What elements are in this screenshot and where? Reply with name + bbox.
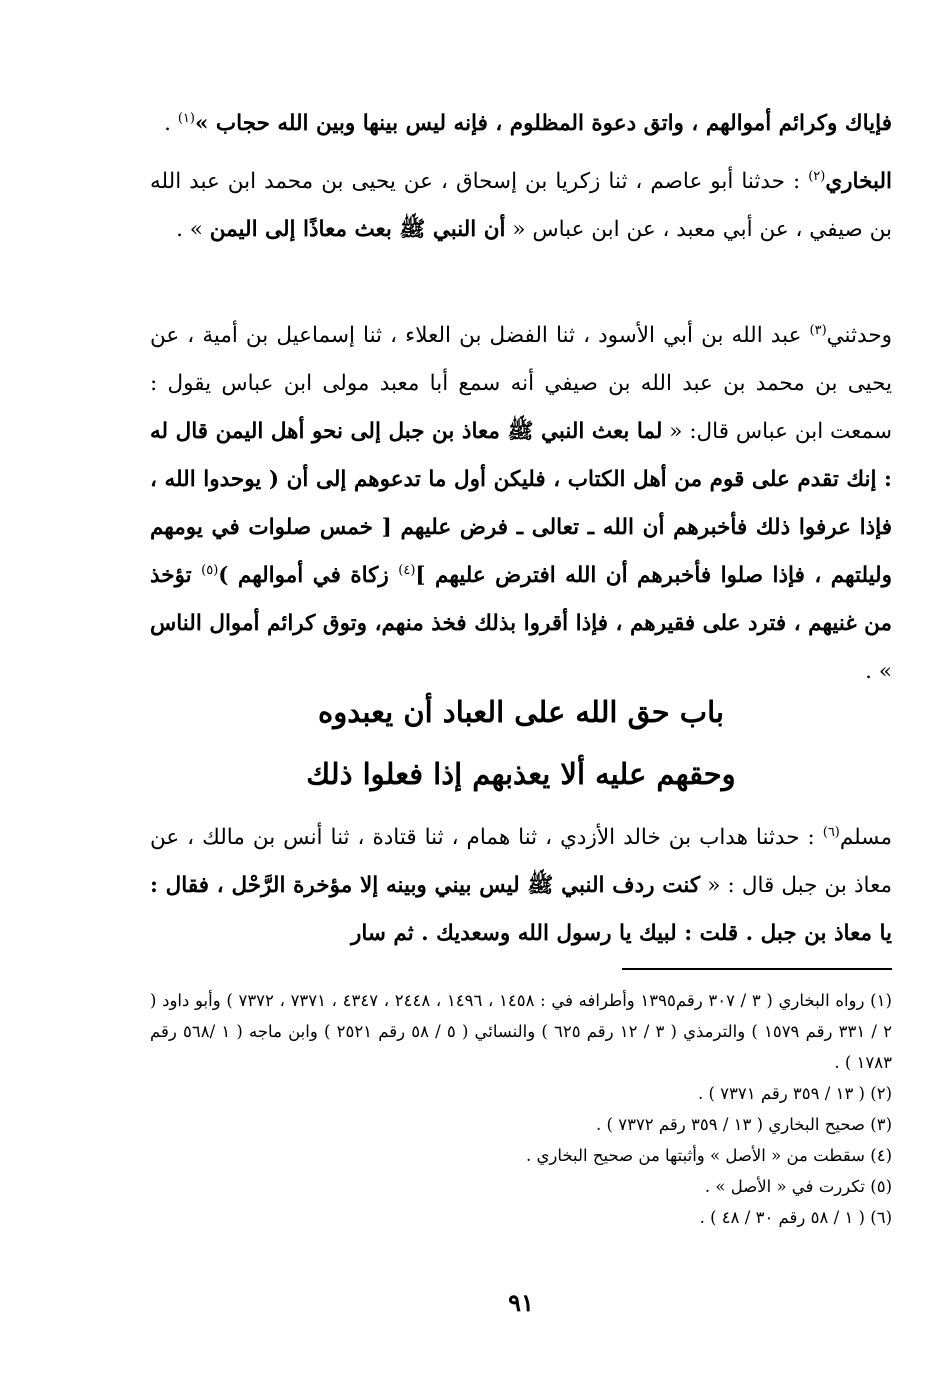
isnad-text: : حدثنا أبو عاصم ، ثنا زكريا بن إسحاق ، عن يحيى بن محمد ابن عبد الله بن صيفي ، عن أبي معبد ، عن ابن عباس «	[150, 169, 892, 242]
footnote-separator	[622, 968, 892, 970]
footnote-ref-5: (٥)	[201, 562, 219, 578]
hadith-text: كنت ردف النبي ﷺ ليس بيني وبينه إلا مؤخرة الرَّحْل ، فقال : يا معاذ بن جبل . قلت : لبيك يا رسول الله وسعديك . ثم سار	[150, 873, 892, 946]
footnote-2: (٢) ( ١٣ / ٣٥٩ رقم ٧٣٧١ ) .	[697, 1084, 892, 1103]
footnote-5: (٥) تكررت في « الأصل » .	[704, 1177, 892, 1196]
footnote-ref-4: (٤)	[398, 562, 416, 578]
hadith-text: فإياك وكرائم أموالهم ، واتق دعوة المظلوم ، فإنه ليس بينها وبين الله حجاب »	[194, 111, 892, 136]
source-name: مسلم	[839, 825, 892, 850]
footnote-6: (٦) ( ١ / ٥٨ رقم ٣٠ / ٤٨ ) .	[699, 1208, 892, 1227]
paragraph-2	[150, 158, 892, 254]
isnad-text: : حدثنا هداب بن خالد الأزدي ، ثنا همام ، ثنا قتادة ، ثنا أنس بن مالك ، عن معاذ بن جبل قال : «	[150, 825, 892, 898]
chapter-heading-line-2: وحقهم عليه ألا يعذبهم إذا فعلوا ذلك	[306, 757, 736, 791]
footnote-ref-2: (٢)	[808, 168, 826, 184]
paragraph-3	[150, 312, 892, 696]
hadith-text: أن النبي ﷺ بعث معاذًا إلى اليمن	[209, 217, 506, 242]
source-name: البخاري	[825, 169, 892, 194]
book-page	[150, 0, 892, 1375]
paragraph-4	[150, 814, 892, 958]
footnote-ref-3: (٣)	[809, 322, 827, 338]
isnad-lead: وحدثني	[826, 323, 892, 348]
footnotes	[150, 985, 892, 1233]
hadith-text-2: زكاة في أموالهم )	[218, 563, 399, 588]
hadith-text-3: تؤخذ من غنيهم ، فترد على فقيرهم ، فإذا أقروا بذلك فخذ منهم، وتوق كرائم أموال الناس	[150, 563, 892, 636]
hadith-text: لما بعث النبي ﷺ معاذ بن جبل إلى نحو أهل اليمن قال له : إنك تقدم على قوم من أهل الكتاب ، فليكن أول ما تدعوهم إلى أن ( يوحدوا الله ، فإذا عرفوا ذلك فأخبرهم أن الله ـ تعالى ـ فرض عليهم [ خمس صلوات في يومهم وليلتهم ، فإذا صلوا فأخبرهم أن الله افترض عليهم ]	[150, 419, 892, 588]
footnote-4: (٤) سقطت من « الأصل » وأثبتها من صحيح البخاري .	[525, 1146, 892, 1165]
paragraph-end: .	[164, 111, 178, 136]
paragraph-end: » .	[865, 659, 892, 684]
page-number: ٩١	[508, 1288, 534, 1317]
footnote-ref-1: (١)	[177, 110, 195, 126]
chapter-heading-line-1: باب حق الله على العباد أن يعبدوه	[318, 695, 724, 729]
footnote-3: (٣) صحيح البخاري ( ١٣ / ٣٥٩ رقم ٧٣٧٢ ) .	[596, 1115, 892, 1134]
isnad-text: عبد الله بن أبي الأسود ، ثنا الفضل بن العلاء ، ثنا إسماعيل بن أمية ، عن يحيى بن محمد بن عبد الله بن صيفي أنه سمع أبا معبد مولى ابن عباس يقول : سمعت ابن عباس قال: «	[150, 323, 892, 444]
footnote-ref-6: (٦)	[822, 824, 840, 840]
footnote-1: (١) رواه البخاري ( ٣ / ٣٠٧ رقم١٣٩٥ وأطرافه في : ١٤٥٨ ، ١٤٩٦ ، ٢٤٤٨ ، ٤٣٤٧ ، ٧٣٧١ ، ٧٣٧٢ ) وأبو داود ( ٢ / ٣٣١ رقم ١٥٧٩ ) والترمذي ( ٣ / ١٢ رقم ٦٢٥ ) والنسائي ( ٥ / ٥٨ رقم ٢٥٢١ ) وابن ماجه ( ١ /٥٦٨ رقم ١٧٨٣ ) .	[150, 991, 892, 1072]
paragraph-1	[150, 100, 892, 148]
paragraph-end: » .	[176, 217, 210, 242]
